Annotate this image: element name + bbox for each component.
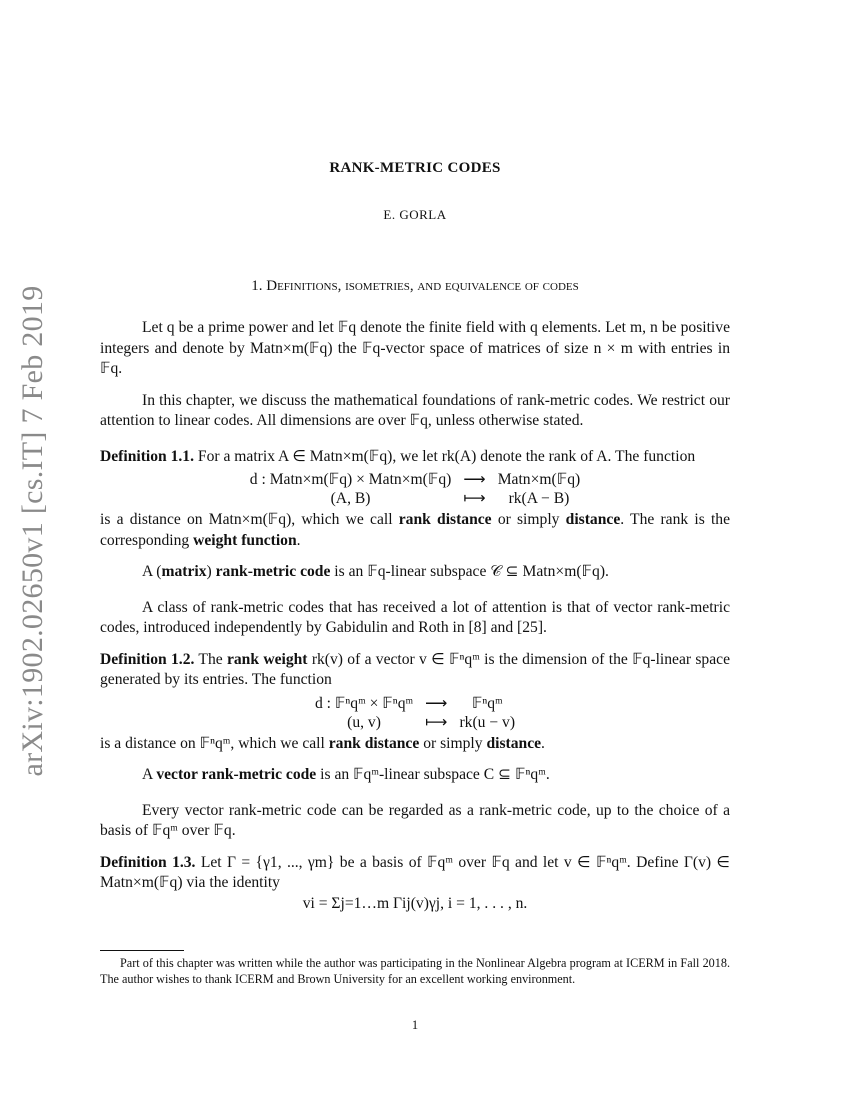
definition-text: For a matrix A ∈ Matn×m(𝔽q), we let rk(A) denote the rank of A. The function	[197, 447, 696, 465]
term-rank-distance: rank distance	[328, 734, 420, 752]
paragraph-every-vector: Every vector rank-metric code can be regarded as a rank-metric code, up to the choice of a basis of 𝔽qᵐ over 𝔽q.	[100, 801, 730, 839]
definition-1-2: Definition 1.2. The rank weight rk(v) of a vector v ∈ 𝔽ⁿqᵐ is the dimension of the 𝔽q-linear space generated by its entries. The function	[100, 650, 730, 688]
definition-label: Definition 1.2.	[100, 650, 195, 668]
paper-author: E. GORLA	[383, 207, 447, 222]
term-rank-distance: rank distance	[398, 511, 492, 528]
map-argument: (u, v)	[347, 713, 381, 731]
term-rank-metric-code: rank-metric code	[215, 563, 331, 580]
map-codomain: Matn×m(𝔽q)	[497, 471, 581, 488]
term-rank-weight: rank weight	[226, 650, 308, 668]
definition-1-3: Definition 1.3. Let Γ = {γ1, ..., γm} be a basis of 𝔽qᵐ over 𝔽q and let v ∈ 𝔽ⁿqᵐ. Define Γ(v) ∈ Matn×m(𝔽q) via the identity	[100, 853, 731, 891]
map-domain: d : 𝔽ⁿqᵐ × 𝔽ⁿqᵐ	[314, 694, 414, 712]
display-vector-distance	[215, 694, 615, 732]
equation-gamma-identity: vi = Σj=1…m Γij(v)γj, i = 1, . . . , n.	[302, 894, 528, 912]
term-distance: distance	[565, 511, 621, 528]
map-value: rk(u − v)	[459, 713, 516, 731]
paper-body	[100, 318, 730, 914]
map-value: rk(A − B)	[508, 490, 570, 507]
map-arrow: ⟶	[463, 471, 486, 488]
term-matrix: matrix	[161, 563, 207, 580]
display-rank-distance	[215, 470, 615, 508]
definition-1-1-continued: is a distance on Matn×m(𝔽q), which we call rank distance or simply distance. The rank is the corresponding weight function.	[100, 511, 731, 549]
mapsto-arrow: ⟼	[425, 713, 448, 731]
arxiv-stamp	[12, 286, 54, 776]
map-argument: (A, B)	[330, 490, 371, 507]
term-vector-rank-metric-code: vector rank-metric code	[156, 766, 317, 783]
footnote-rule	[100, 950, 184, 951]
map-arrow: ⟶	[425, 694, 448, 712]
map-domain: d : Matn×m(𝔽q) × Matn×m(𝔽q)	[249, 471, 452, 488]
definition-label: Definition 1.3.	[100, 853, 196, 871]
mapsto-arrow: ⟼	[463, 490, 486, 507]
term-distance: distance	[486, 734, 542, 752]
paper-title: RANK-METRIC CODES	[329, 160, 501, 176]
paragraph-vector-intro: A class of rank-metric codes that has received a lot of attention is that of vector rank-metric codes, introduced independently by Gabidulin and Roth in [8] and [25].	[100, 598, 730, 636]
definition-label: Definition 1.1.	[100, 447, 194, 465]
paragraph-vector-code: A vector rank-metric code is an 𝔽qᵐ-linear subspace C ⊆ 𝔽ⁿqᵐ.	[142, 766, 550, 783]
page-number: 1	[411, 1018, 419, 1032]
definition-1-1	[100, 447, 730, 468]
section-heading: 1. Definitions, isometries, and equivalence of codes	[251, 278, 579, 294]
paragraph-matrix-code: A (matrix) rank-metric code is an 𝔽q-linear subspace 𝒞 ⊆ Matn×m(𝔽q).	[142, 563, 609, 580]
term-weight-function: weight function	[193, 531, 297, 549]
arxiv-stamp-text: arXiv:1902.02650v1 [cs.IT] 7 Feb 2019	[16, 285, 49, 777]
paragraph-chapter: In this chapter, we discuss the mathematical foundations of rank-metric codes. We restrict our attention to linear codes. All dimensions are over 𝔽q, unless otherwise stated.	[100, 391, 730, 429]
paragraph-intro: Let q be a prime power and let 𝔽q denote the finite field with q elements. Let m, n be positive integers and denote by Matn×m(𝔽q) the 𝔽q-vector space of matrices of size n × m with entries in 𝔽q.	[100, 319, 730, 377]
footnote: Part of this chapter was written while the author was participating in the Nonlinear Algebra program at ICERM in Fall 2018. The author wishes to thank ICERM and Brown University for an excellent working environment.	[100, 956, 730, 986]
definition-1-2-continued: is a distance on 𝔽ⁿqᵐ, which we call rank distance or simply distance.	[100, 734, 545, 752]
map-codomain: 𝔽ⁿqᵐ	[471, 694, 503, 712]
